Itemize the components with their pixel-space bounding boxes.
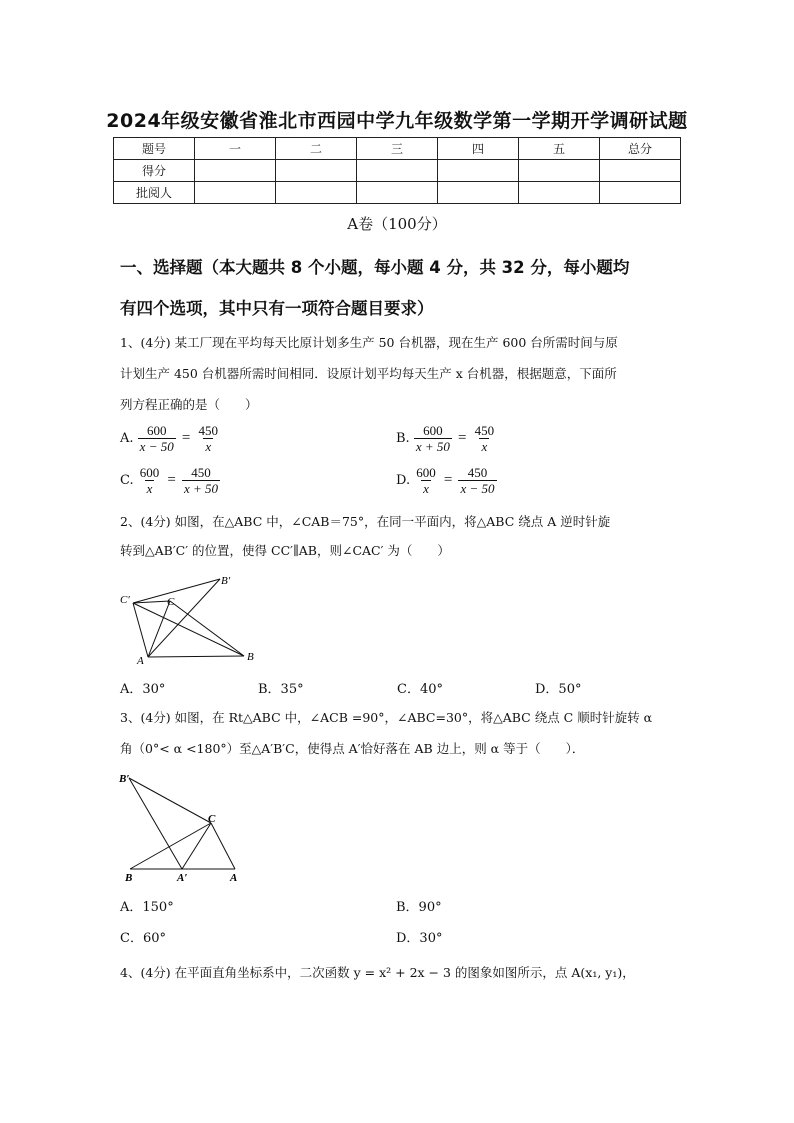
- point-label: B: [125, 872, 133, 884]
- q2-option-b: B．35°: [258, 682, 304, 697]
- option-label: C.: [120, 473, 134, 488]
- denominator: x: [146, 481, 153, 496]
- q1-text-line2: 计划生产 450 台机器所需时间相同．设原计划平均每天生产 x 台机器，根据题意，下面所: [120, 366, 617, 381]
- q4-text-line1: 4、(4分) 在平面直角坐标系中，二次函数 y = x² + 2x − 3 的图象如图所示，点 A(x₁, y₁)，: [120, 965, 635, 980]
- segment: [182, 823, 211, 869]
- denominator: x: [205, 439, 212, 454]
- q2-option-c: C．40°: [397, 682, 443, 697]
- q2-triangle-figure: [115, 568, 275, 668]
- point-label: C′: [120, 594, 130, 606]
- fraction: [138, 423, 176, 454]
- segment: [148, 579, 220, 657]
- fraction: [458, 465, 496, 496]
- score-cell: [600, 160, 681, 182]
- numerator: 600: [423, 423, 443, 438]
- numerator: 450: [467, 465, 488, 480]
- option-label: B.: [396, 431, 410, 446]
- equals-sign: =: [167, 472, 176, 488]
- segment: [211, 823, 235, 869]
- option-label: D.: [396, 473, 411, 488]
- q1-text-line3: 列方程正确的是（ ）: [120, 397, 258, 412]
- score-cell: [195, 160, 276, 182]
- q1-option-a: [120, 423, 220, 454]
- denominator: x: [481, 439, 488, 454]
- part-a-heading: A卷（100分）: [347, 215, 447, 233]
- score-cell: [600, 182, 681, 204]
- q2-text-line1: 2、(4分) 如图，在△ABC 中，∠CAB＝75°，在同一平面内，将△ABC 绕点 A 逆时针旋: [120, 514, 611, 529]
- segment: [129, 778, 182, 869]
- fraction: [182, 465, 220, 496]
- fraction: [414, 423, 452, 454]
- q2-text-line2: 转到△AB′C′ 的位置，使得 CC′∥AB，则∠CAC′ 为（ ）: [120, 543, 450, 558]
- fraction: [473, 423, 497, 454]
- denominator: x − 50: [460, 481, 495, 496]
- segment: [133, 579, 220, 603]
- option-label: A.: [120, 431, 134, 446]
- score-table: [113, 137, 681, 204]
- numerator: 450: [474, 423, 495, 438]
- q3-option-c: C．60°: [120, 931, 166, 946]
- numerator: 450: [198, 423, 218, 438]
- score-cell: [438, 182, 519, 204]
- q3-option-d: D．30°: [396, 931, 443, 946]
- q3-text-line1: 3、(4分) 如图，在 Rt△ABC 中，∠ACB =90°，∠ABC=30°，将△ABC 绕点 C 顺时针旋转 α: [120, 710, 653, 725]
- equals-sign: =: [443, 472, 453, 488]
- denominator: x + 50: [184, 481, 219, 496]
- q1-option-c: [120, 465, 220, 496]
- segment: [133, 603, 244, 656]
- score-cell: [276, 160, 357, 182]
- q3-triangle-figure: [115, 768, 250, 886]
- q2-option-a: A．30°: [120, 682, 166, 697]
- q1-option-b: [396, 423, 496, 454]
- fraction: [414, 465, 438, 496]
- table-header-cell: 五: [519, 138, 600, 160]
- section-heading-line2: 有四个选项，其中只有一项符合题目要求）: [120, 299, 434, 318]
- numerator: 600: [416, 465, 436, 480]
- point-label: B: [247, 651, 254, 663]
- q1-option-d: [396, 465, 497, 496]
- table-header-cell: 三: [357, 138, 438, 160]
- numerator: 600: [146, 423, 167, 438]
- q3-text-line2: 角（0°< α <180°）至△A′B′C，使得点 A′恰好落在 AB 边上，则 α 等于（ ）．: [120, 741, 585, 756]
- denominator: x + 50: [415, 439, 450, 454]
- denominator: x: [423, 481, 429, 496]
- table-row: [114, 138, 681, 160]
- equals-sign: =: [181, 430, 191, 446]
- table-header-cell: 一: [195, 138, 276, 160]
- point-label: A: [230, 872, 238, 884]
- segment: [170, 601, 244, 656]
- q1-text-line1: 1、(4分) 某工厂现在平均每天比原计划多生产 50 台机器，现在生产 600 台所需时间与原: [120, 335, 618, 350]
- equals-sign: =: [458, 430, 467, 446]
- table-header-cell: 总分: [600, 138, 681, 160]
- table-row: [114, 182, 681, 204]
- denominator: x − 50: [139, 439, 174, 454]
- score-cell: [519, 182, 600, 204]
- q3-option-b: B．90°: [396, 900, 442, 915]
- score-cell: [438, 160, 519, 182]
- table-header-cell: 四: [438, 138, 519, 160]
- q3-option-a: A．150°: [120, 900, 174, 915]
- row-label: 批阅人: [114, 182, 195, 204]
- score-cell: [195, 182, 276, 204]
- point-label: A: [137, 655, 144, 667]
- score-cell: [519, 160, 600, 182]
- segment: [148, 601, 170, 657]
- point-label: C: [167, 596, 175, 608]
- section-heading-line1: 一、选择题（本大题共 8 个小题，每小题 4 分，共 32 分，每小题均: [120, 258, 630, 277]
- table-header-cell: 题号: [114, 138, 195, 160]
- point-label: C: [208, 813, 216, 825]
- segment: [133, 603, 148, 657]
- segment: [129, 778, 211, 823]
- segment: [130, 823, 211, 869]
- fraction: [196, 423, 220, 454]
- score-cell: [357, 160, 438, 182]
- table-row: [114, 160, 681, 182]
- point-label: B′: [221, 575, 231, 587]
- score-cell: [357, 182, 438, 204]
- numerator: 600: [139, 465, 160, 480]
- fraction: [138, 465, 162, 496]
- q2-option-d: D．50°: [535, 682, 582, 697]
- table-header-cell: 二: [276, 138, 357, 160]
- score-cell: [276, 182, 357, 204]
- point-label: A′: [177, 872, 188, 884]
- numerator: 450: [191, 465, 211, 480]
- segment: [148, 656, 244, 657]
- row-label: 得分: [114, 160, 195, 182]
- point-label: B′: [119, 773, 130, 785]
- page-title: 2024年级安徽省淮北市西园中学九年级数学第一学期开学调研试题: [106, 110, 688, 132]
